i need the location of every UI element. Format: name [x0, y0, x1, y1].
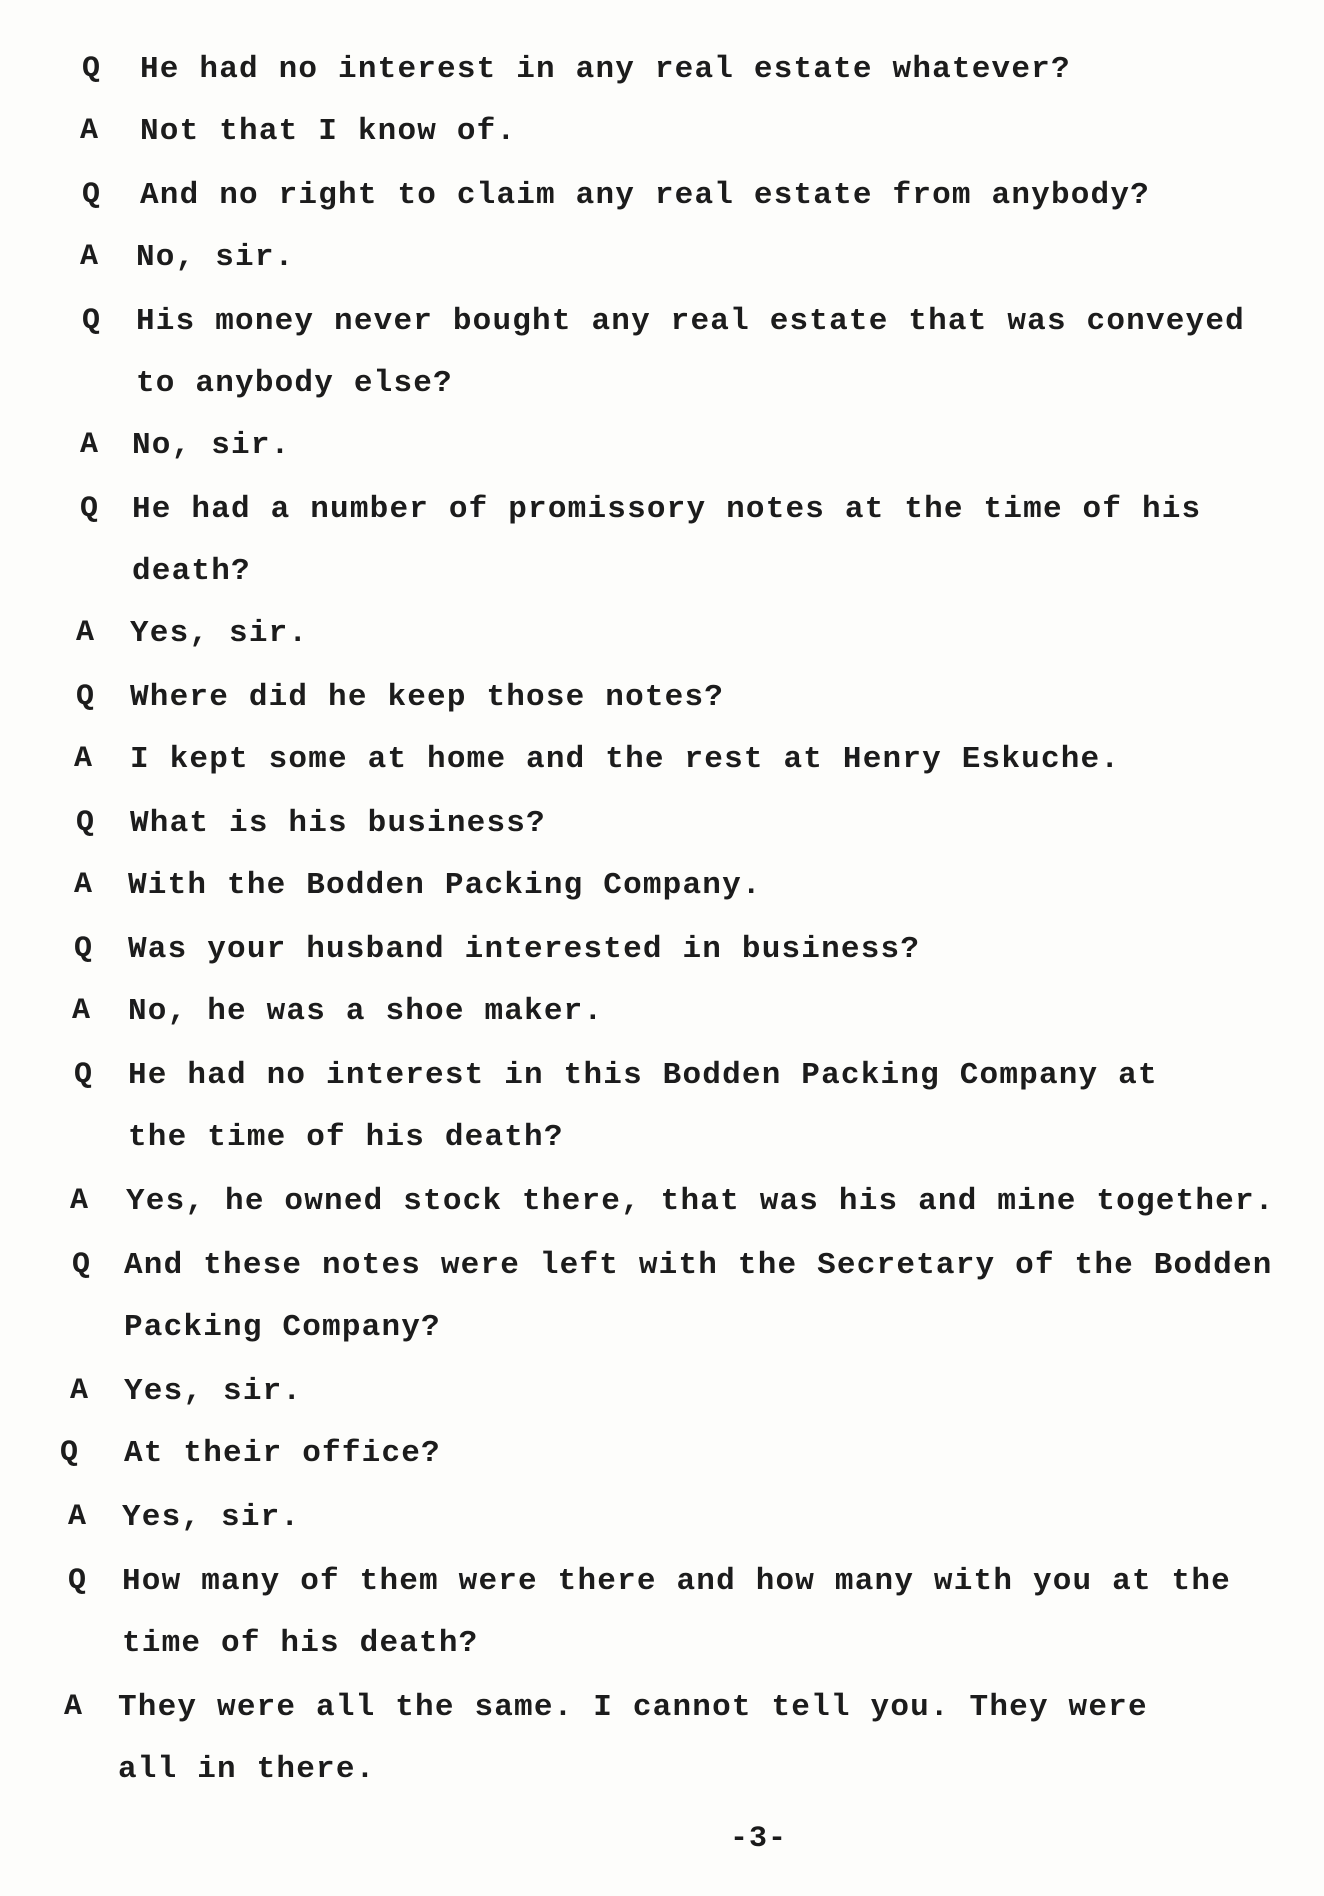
transcript-line: Yes, sir.: [130, 616, 309, 651]
transcript-line: He had no interest in this Bodden Packing Company at: [128, 1058, 1158, 1093]
speaker-label-q: Q: [82, 304, 101, 338]
transcript-line: His money never bought any real estate that was conveyed: [136, 304, 1245, 339]
transcript-line: No, he was a shoe maker.: [128, 994, 604, 1029]
speaker-label-q: Q: [76, 680, 95, 714]
transcript-line: And no right to claim any real estate from anybody?: [140, 178, 1150, 213]
speaker-label-q: Q: [68, 1564, 87, 1598]
transcript-line: Yes, sir.: [122, 1500, 301, 1535]
transcript-line: They were all the same. I cannot tell you. They were: [118, 1690, 1148, 1725]
speaker-label-a: A: [72, 994, 91, 1028]
speaker-label-a: A: [80, 114, 99, 148]
transcript-line: the time of his death?: [128, 1120, 564, 1155]
speaker-label-a: A: [80, 428, 99, 462]
transcript-line: How many of them were there and how many with you at the: [122, 1564, 1231, 1599]
speaker-label-a: A: [80, 240, 99, 274]
speaker-label-q: Q: [72, 1248, 91, 1282]
transcript-line: death?: [132, 554, 251, 589]
transcript-line: to anybody else?: [136, 366, 453, 401]
transcript-line: He had a number of promissory notes at the time of his: [132, 492, 1202, 527]
speaker-label-a: A: [64, 1690, 83, 1724]
transcript-line: time of his death?: [122, 1626, 479, 1661]
speaker-label-a: A: [70, 1184, 89, 1218]
speaker-label-q: Q: [82, 52, 101, 86]
transcript-line: No, sir.: [132, 428, 291, 463]
transcript-line: all in there.: [118, 1752, 376, 1787]
transcript-line: No, sir.: [136, 240, 295, 275]
transcript-line: Where did he keep those notes?: [130, 680, 725, 715]
transcript-line: Yes, he owned stock there, that was his and mine together.: [126, 1184, 1275, 1219]
speaker-label-a: A: [68, 1500, 87, 1534]
speaker-label-q: Q: [74, 1058, 93, 1092]
speaker-label-a: A: [74, 742, 93, 776]
page-number: -3-: [730, 1822, 788, 1856]
transcript-line: Yes, sir.: [124, 1374, 303, 1409]
transcript-line: Was your husband interested in business?: [128, 932, 921, 967]
speaker-label-a: A: [76, 616, 95, 650]
transcript-line: He had no interest in any real estate whatever?: [140, 52, 1071, 87]
transcript-line: And these notes were left with the Secretary of the Bodden: [124, 1248, 1273, 1283]
transcript-line: Not that I know of.: [140, 114, 517, 149]
speaker-label-a: A: [70, 1374, 89, 1408]
transcript-line: What is his business?: [130, 806, 546, 841]
transcript-line: Packing Company?: [124, 1310, 441, 1345]
speaker-label-q: Q: [82, 178, 101, 212]
speaker-label-q: Q: [74, 932, 93, 966]
transcript-line: I kept some at home and the rest at Henry Eskuche.: [130, 742, 1121, 777]
speaker-label-q: Q: [76, 806, 95, 840]
speaker-label-q: Q: [80, 492, 99, 526]
transcript-line: With the Bodden Packing Company.: [128, 868, 762, 903]
speaker-label-a: A: [74, 868, 93, 902]
speaker-label-q: Q: [60, 1436, 79, 1470]
transcript-line: At their office?: [124, 1436, 441, 1471]
